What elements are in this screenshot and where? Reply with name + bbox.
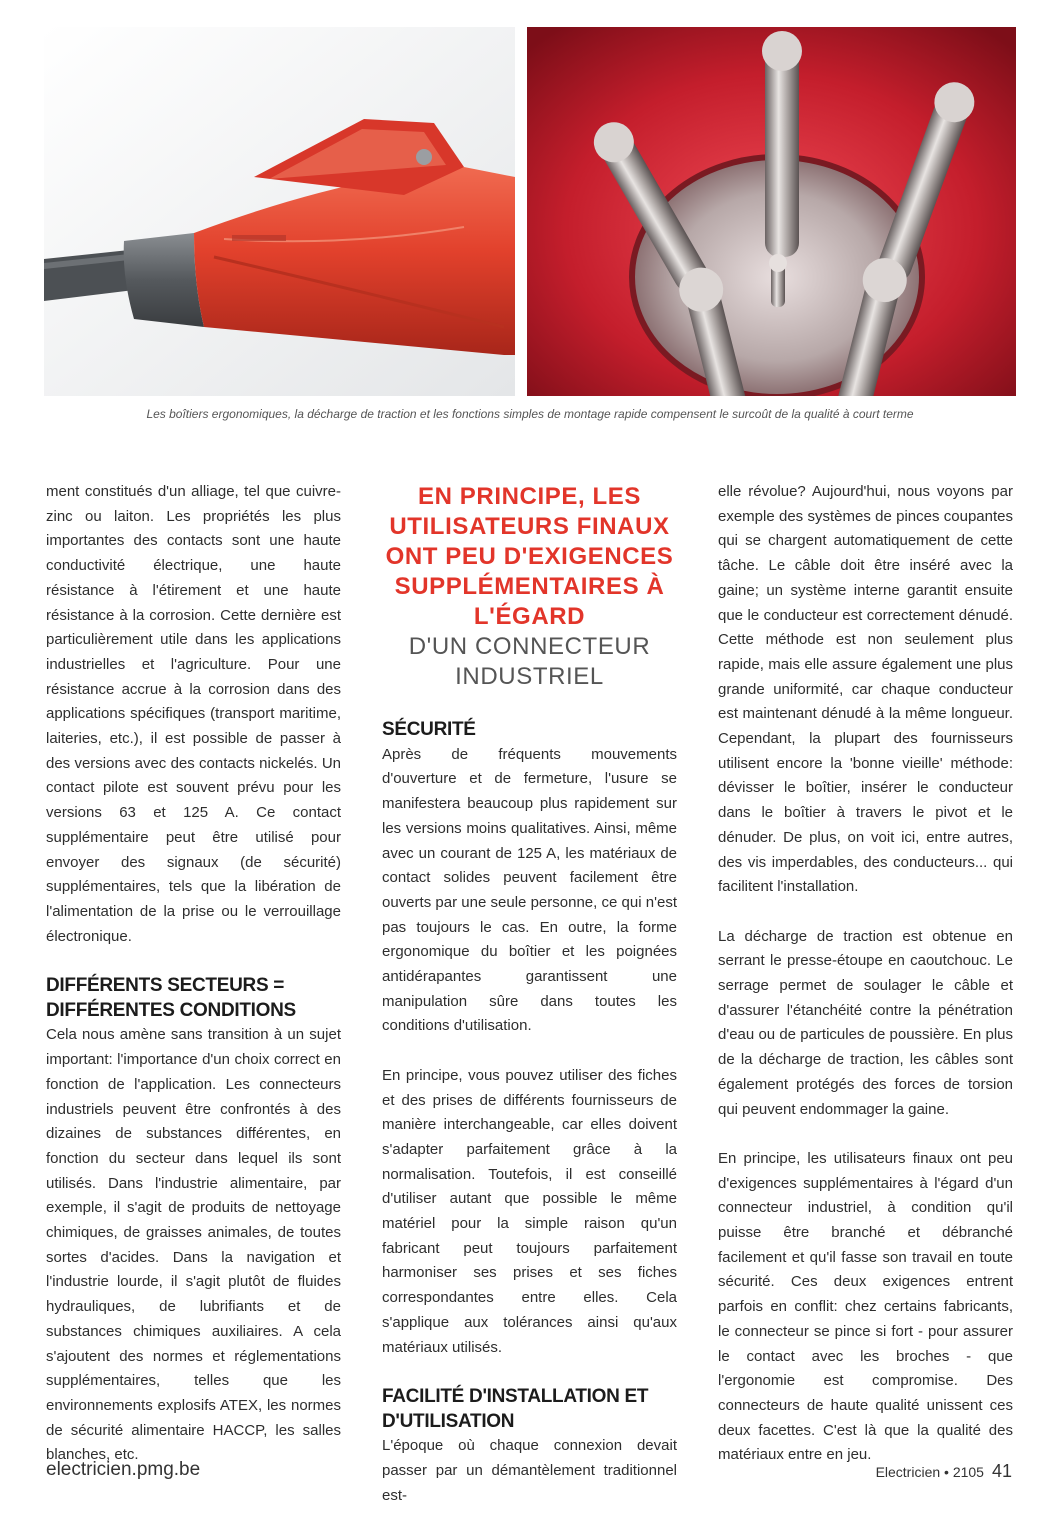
pull-quote: [382, 480, 677, 692]
section-heading: SÉCURITÉ: [382, 719, 476, 740]
paragraph: Cela nous amène sans transition à un sujet important: l'importance d'un choix correct en fonction de l'application. Les connecteurs industriels peuvent être confrontés à des dizaines de substances différentes, en fonction du secteur dans lequel ils sont utilisés. Dans l'industrie alimentaire, par exemple, il s'agit de produits de nettoyage chimiques, de graisses animales, de toutes sortes d'acides. Dans la navigation et l'industrie lourde, il s'agit plutôt de fluides hydrauliques, de lubrifiants et de substances chimiques auxiliaires. A cela s'ajoutent des normes et réglementations supplémentaires, telles que les environnements explosifs ATEX, les normes de sécurité alimentaire HACCP, les salles blanches, etc.: [46, 1026, 341, 1464]
paragraph: En principe, vous pouvez utiliser des fiches et des prises de différents fournisseurs de manière interchangeable, car elles doivent s'adapter parfaitement grâce à la normalisation. Toutefois, il est conseillé d'utiliser autant que possible le même matériel pour la simple raison qu'un fabricant peut toujours parfaitement harmoniser ses prises et ses fiches correspondantes entre elles. Cela s'applique aux tolérances ainsi qu'aux matériaux utilisés.: [382, 1066, 677, 1356]
page-footer: [876, 1460, 1012, 1483]
pull-quote-emphasis: EN PRINCIPE, LES UTILISATEURS FINAUX ONT PEU D'EXIGENCES SUPPLÉMENTAIRES À L'ÉGARD: [385, 483, 674, 630]
paragraph: L'époque où chaque connexion devait passer par un démantèlement traditionnel est-: [382, 1437, 677, 1504]
figure-caption: Les boîtiers ergonomiques, la décharge de traction et les fonctions simples de montage rapide compensent le surcoût de la qualité à court terme: [146, 407, 914, 421]
article-column-3: [718, 480, 1013, 1493]
paragraph: La décharge de traction est obtenue en serrant le presse-étoupe en caoutchouc. Le serrage permet de soulager le câble et d'assurer l'étanchéité contre la pénétration d'eau ou de particules de poussière. En plus de la décharge de traction, les câbles sont également protégés des forces de torsion qui peuvent endommager la gaine.: [718, 927, 1013, 1118]
section-heading: DIFFÉRENTS SECTEURS = DIFFÉRENTES CONDITIONS: [46, 975, 296, 1021]
connector-photo: [44, 27, 515, 396]
paragraph: Après de fréquents mouvements d'ouverture et de fermeture, l'usure se manifestera beaucoup plus rapidement sur les versions moins qualitatives. Ainsi, même avec un courant de 125 A, les matériaux de contact solides peuvent facilement être ouverts par une seule personne, ce qui n'est pas toujours le cas. En outre, la forme ergonomique du boîtier et les poignées antidérapantes garantissent une manipulation sûre dans toutes les conditions d'utilisation.: [382, 745, 677, 1035]
paragraph: ment constitués d'un alliage, tel que cuivre-zinc ou laiton. Les propriétés les plus importantes des contacts sont une haute conductivité électrique, une haute résistance à l'étirement et une haute résistance à la corrosion. Cette dernière est particulièrement utile dans les applications industrielles et l'agriculture. Pour une résistance accrue à la corrosion dans des applications spécifiques (transport maritime, laiteries, etc.), il est possible de passer à des versions avec des contacts nickelés. Un contact pilote est souvent prévu pour les versions 63 et 125 A. Ce contact supplémentaire peut être utilisé pour envoyer des signaux (de sécurité) supplémentaires, tels que la libération de l'alimentation de la prise ou le verrouillage électronique.: [46, 483, 341, 945]
website-link[interactable]: electricien.pmg.be: [46, 1459, 201, 1480]
section-heading: FACILITÉ D'INSTALLATION ET D'UTILISATION: [382, 1385, 649, 1432]
paragraph: En principe, les utilisateurs finaux ont peu d'exigences supplémentaires à l'égard d'un connecteur industriel, à condition qu'il puisse être branché et débranché facilement et qu'il fasse son travail en toute sécurité. Ces deux exigences entrent parfois en conflit: chez certains fabricants, le connecteur se pince si fort - pour assurer le contact avec les broches - que l'ergonomie est compromise. Des connecteurs de haute qualité unissent ces deux facettes. C'est là que la qualité des matériaux entre en jeu.: [718, 1149, 1013, 1464]
pull-quote-continuation: D'UN CONNECTEUR INDUSTRIEL: [408, 633, 651, 690]
magazine-issue: Electricien • 2105: [875, 1464, 984, 1480]
article-column-2: [382, 480, 677, 1533]
page-number: 41: [991, 1461, 1012, 1481]
connector-illustration: [44, 27, 515, 396]
article-column-1: [46, 480, 341, 1493]
connector-pins-photo: [527, 27, 1016, 396]
paragraph: elle révolue? Aujourd'hui, nous voyons par exemple des systèmes de pinces coupantes qui se chargent automatiquement de cette tâche. Le câble doit être inséré avec la gaine; un système interne garantit ensuite que le conducteur est correctement dénudé. Cette méthode est non seulement plus rapide, mais elle assure également une plus grande uniformité, car chaque conducteur est maintenant dénudé à la même longueur. Cependant, la plupart des fournisseurs utilisent encore la 'bonne vieille' méthode: dévisser le boîtier, insérer le conducteur dans le boîtier à travers le pivot et le dénuder. De plus, on voit ici, entre autres, des vis imperdables, des conducteurs... qui facilitent l'installation.: [718, 483, 1013, 896]
pins-illustration: [527, 27, 1016, 396]
